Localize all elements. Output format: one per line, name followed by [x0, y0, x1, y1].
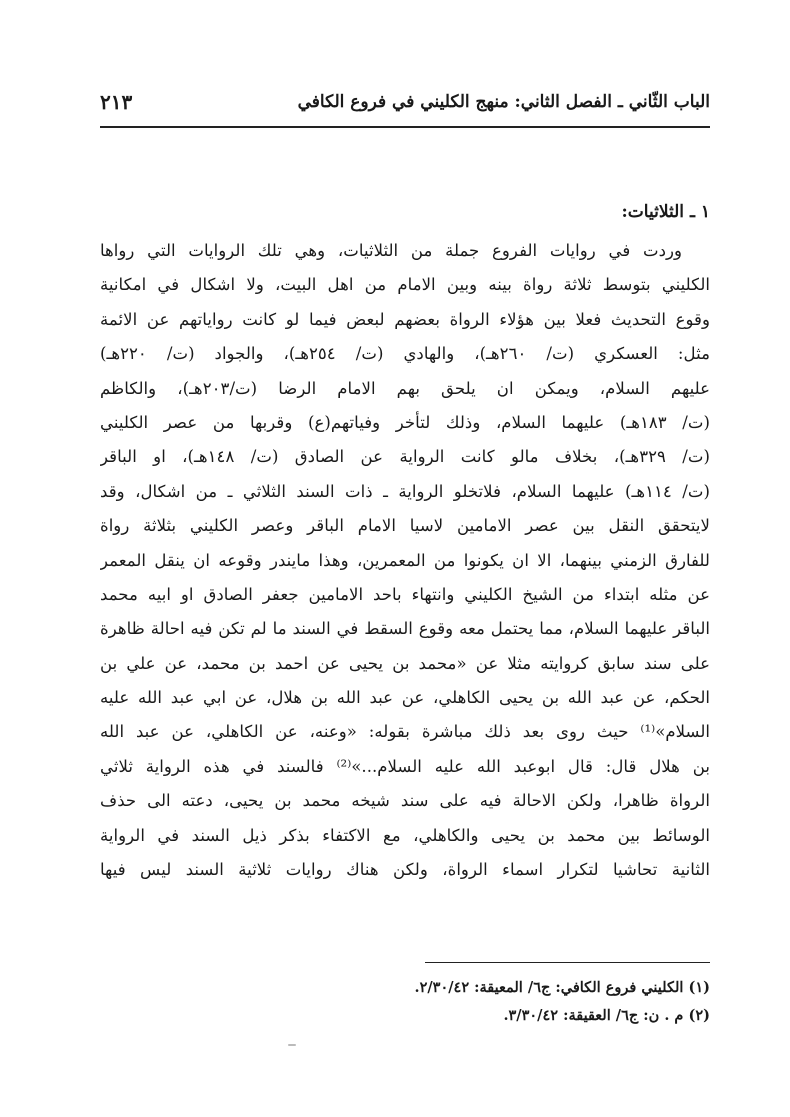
- footnote-rule: [425, 962, 710, 963]
- body-line: الباقر عليهما السلام، مما يحتمل معه وقوع السقط في السند ما لم تكن فيه احالة ظاهرة: [100, 619, 710, 639]
- body-line: على سند سابق كروايته مثلا عن «محمد بن يحيى عن احمد بن محمد، عن علي بن: [100, 653, 710, 673]
- body-line: الحكم، عن عبد الله بن يحيى الكاهلي، عن عبد الله بن هلال، عن ابي عبد الله عليه: [100, 688, 710, 708]
- body-line: بن هلال قال: قال ابوعبد الله عليه السلام...»⁽²⁾ فالسند في هذه الرواية ثلاثي: [100, 756, 710, 776]
- footnotes: [100, 974, 710, 1030]
- footnote-2: (٢) م . ن: ج٦/ العقيقة: ٣/٣٠/٤٢.: [503, 1007, 710, 1024]
- body-line: (ت/ ٣٢٩هـ)، بخلاف مالو كانت الرواية عن الصادق (ت/ ١٤٨هـ)، او الباقر: [100, 447, 710, 467]
- running-header: [100, 88, 710, 122]
- body-line: مثل: العسكري (ت/ ٢٦٠هـ)، والهادي (ت/ ٢٥٤هـ)، والجواد (ت/ ٢٢٠هـ): [100, 344, 710, 364]
- body-line: عن مثله ابتداء من الشيخ الكليني وانتهاء باحد الامامين جعفر الصادق او ابيه محمد: [100, 584, 710, 604]
- scan-mark: [288, 1044, 296, 1046]
- body-line: (ت/ ١١٤هـ) عليهما السلام، فلاتخلو الرواية ـ ذات السند الثلاثي ـ من اشكال، وقد: [100, 481, 710, 501]
- footnote-1: (١) الكليني فروع الكافي: ج٦/ المعيقة: ٢/٣٠/٤٢.: [414, 979, 710, 996]
- body-text: [100, 196, 710, 887]
- body-line: الوسائط بين محمد بن يحيى والكاهلي، مع الاكتفاء بذكر ذيل السند في الرواية: [100, 825, 710, 845]
- body-line: لايتحقق النقل بين عصر الامامين لاسيا الامام الباقر وعصر الكليني بثلاثة رواة: [100, 516, 710, 536]
- page-number: ٢١٣: [100, 90, 133, 114]
- body-line: للفارق الزمني بينهما، الا ان يكونوا من المعمرين، وهذا مايندر وقوعه ان ينقل المعمر: [100, 550, 710, 570]
- body-line: الرواة ظاهرا، ولكن الاحالة فيه على سند شيخه محمد بن يحيى، دعته الى حذف: [100, 791, 710, 811]
- body-line: وقوع التحديث فعلا بين هؤلاء الرواة بعضهم لبعض فيما لو كانت رواياتهم عن الائمة: [100, 309, 710, 329]
- body-line: الكليني بتوسط ثلاثة رواة بينه وبين الامام من اهل البيت، ولا اشكال في امكانية: [100, 275, 710, 295]
- header-rule: [100, 126, 710, 128]
- body-line: عليهم السلام، ويمكن ان يلحق بهم الامام الرضا (ت/٢٠٣هـ)، والكاظم: [100, 378, 710, 398]
- body-line: (ت/ ١٨٣هـ) عليهما السلام، وذلك لتأخر وفياتهم(ع) وقربها من عصر الكليني: [100, 412, 710, 432]
- body-line: وردت في روايات الفروع جملة من الثلاثيات، وهي تلك الروايات التي رواها: [100, 241, 682, 260]
- section-heading: ١ ـ الثلاثيات:: [621, 202, 710, 222]
- header-title: الباب الثّاني ـ الفصل الثاني: منهج الكليني في فروع الكافي: [297, 92, 710, 112]
- body-line: الثانية تحاشيا لتكرار اسماء الرواة، ولكن هناك روايات ثلاثية السند ليس فيها: [100, 860, 710, 880]
- body-line: السلام»⁽¹⁾ حيث روى بعد ذلك مباشرة بقوله: «وعنه، عن الكاهلي، عن عبد الله: [100, 722, 710, 742]
